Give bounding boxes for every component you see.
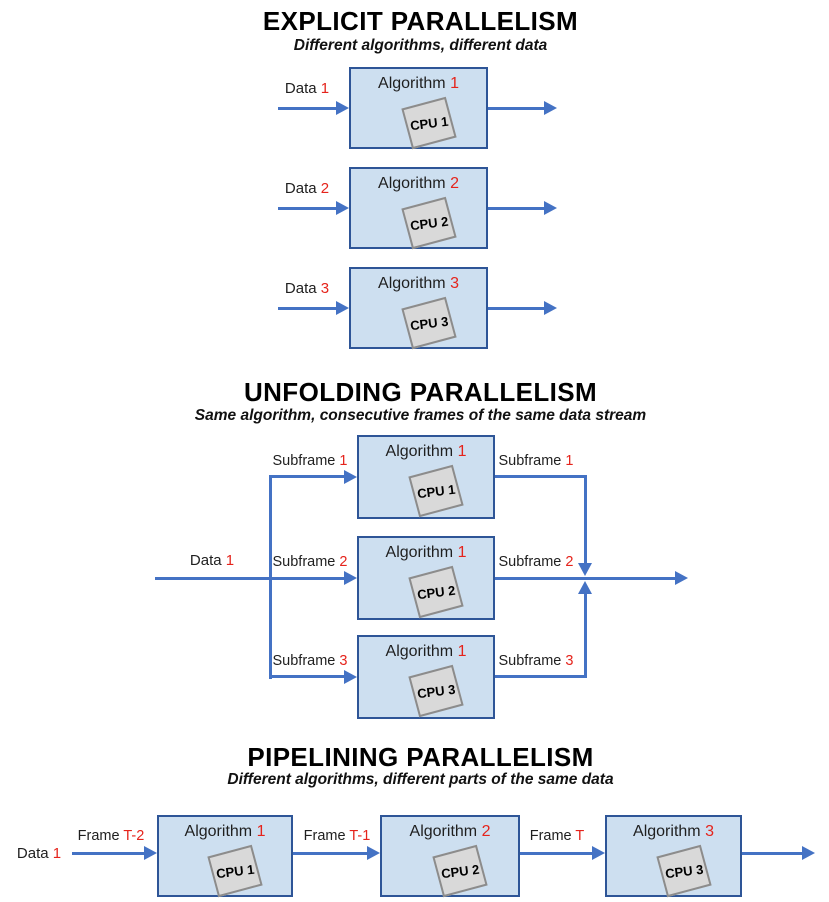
arrowhead-icon [592, 846, 605, 860]
data-label: Data 1 [16, 845, 62, 862]
data-label: Data 1 [284, 80, 330, 97]
frame-label: Frame T-1 [303, 828, 371, 844]
frame-label: Frame T-2 [77, 828, 145, 844]
flow-arrow-line [742, 852, 802, 855]
flow-arrow-line [293, 852, 367, 855]
arrowhead-icon [344, 470, 357, 484]
subframe-in-label: Subframe 1 [272, 453, 348, 469]
merge-line [584, 475, 587, 563]
subframe-out-label: Subframe 1 [498, 453, 574, 469]
cpu-chip: CPU 3 [401, 297, 456, 349]
flow-arrow-line [72, 852, 144, 855]
subframe-in-label: Subframe 3 [272, 653, 348, 669]
algorithm-box [349, 167, 488, 249]
section-title-explicit: EXPLICIT PARALLELISM [262, 6, 579, 36]
flow-arrow-line [495, 475, 587, 478]
arrowhead-icon [578, 581, 592, 594]
cpu-chip: CPU 3 [656, 845, 711, 897]
algorithm-box [357, 536, 495, 620]
flow-arrow-line [269, 675, 344, 678]
arrowhead-icon [675, 571, 688, 585]
flow-arrow-line [488, 107, 544, 110]
algorithm-box [357, 635, 495, 719]
arrowhead-icon [144, 846, 157, 860]
arrowhead-icon [344, 670, 357, 684]
algorithm-label: Algorithm 1 [385, 443, 467, 460]
subframe-in-label: Subframe 2 [272, 554, 348, 570]
algorithm-box [357, 435, 495, 519]
section-title-unfolding: UNFOLDING PARALLELISM [243, 377, 598, 407]
cpu-chip: CPU 2 [432, 845, 487, 897]
flow-arrow-line [269, 475, 344, 478]
arrowhead-icon [336, 101, 349, 115]
cpu-chip: CPU 1 [408, 465, 463, 517]
arrowhead-icon [367, 846, 380, 860]
flow-arrow-line [155, 577, 344, 580]
arrowhead-icon [336, 301, 349, 315]
flow-arrow-line [520, 852, 592, 855]
algorithm-label: Algorithm 2 [409, 823, 491, 840]
flow-arrow-line [495, 577, 675, 580]
arrowhead-icon [544, 101, 557, 115]
data-label: Data 2 [284, 180, 330, 197]
cpu-chip: CPU 2 [408, 566, 463, 618]
arrowhead-icon [344, 571, 357, 585]
flow-arrow-line [488, 307, 544, 310]
algorithm-box [349, 67, 488, 149]
branch-line [269, 476, 272, 679]
flow-arrow-line [278, 307, 336, 310]
arrowhead-icon [544, 301, 557, 315]
flow-arrow-line [495, 675, 587, 678]
arrowhead-icon [336, 201, 349, 215]
flow-arrow-line [278, 107, 336, 110]
algorithm-box [605, 815, 742, 897]
section-title-pipelining: PIPELINING PARALLELISM [247, 742, 594, 772]
algorithm-label: Algorithm 1 [184, 823, 266, 840]
subframe-out-label: Subframe 3 [498, 653, 574, 669]
algorithm-label: Algorithm 3 [378, 275, 459, 292]
data-label: Data 3 [284, 280, 330, 297]
cpu-chip: CPU 2 [401, 197, 456, 249]
cpu-chip: CPU 1 [207, 845, 262, 897]
algorithm-label: Algorithm 1 [385, 544, 467, 561]
flow-arrow-line [278, 207, 336, 210]
data-label: Data 1 [189, 552, 235, 569]
algorithm-label: Algorithm 3 [633, 823, 714, 840]
arrowhead-icon [544, 201, 557, 215]
algorithm-label: Algorithm 1 [378, 75, 459, 92]
subframe-out-label: Subframe 2 [498, 554, 574, 570]
algorithm-label: Algorithm 1 [385, 643, 467, 660]
algorithm-box [157, 815, 293, 897]
arrowhead-icon [578, 563, 592, 576]
cpu-chip: CPU 3 [408, 665, 463, 717]
algorithm-box [380, 815, 520, 897]
section-subtitle-unfolding: Same algorithm, consecutive frames of the same data stream [194, 407, 647, 424]
section-subtitle-explicit: Different algorithms, different data [293, 37, 548, 54]
section-subtitle-pipelining: Different algorithms, different parts of the same data [227, 771, 614, 788]
algorithm-box [349, 267, 488, 349]
merge-line [584, 594, 587, 677]
flow-arrow-line [488, 207, 544, 210]
arrowhead-icon [802, 846, 815, 860]
cpu-chip: CPU 1 [401, 97, 456, 149]
algorithm-label: Algorithm 2 [378, 175, 459, 192]
frame-label: Frame T [529, 828, 585, 844]
